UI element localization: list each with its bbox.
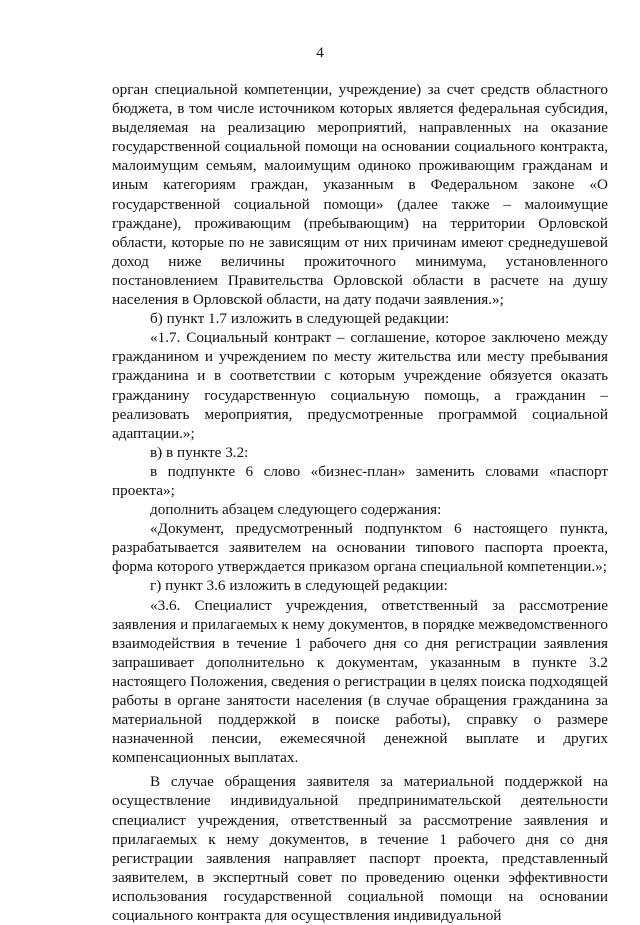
paragraph-add-clause: дополнить абзацем следующего содержания: bbox=[150, 501, 442, 519]
paragraph-business-case: В случае обращения заявителя за материальной поддержкой на осуществление индивидуальной предпринимательской деятельности специалист учреждения, ответственный за рассмотрение заявления и прилагаемых к нему документов, в течение 1 рабочего дня со дня регистрации заявления направляет паспорт проекта, представленный заявителем, в экспертный совет по проведению оценки эффективности использования государственной социальной помощи на основании социального контракта для осуществления индивидуальной bbox=[112, 773, 608, 925]
paragraph-subpoint-6: в подпункте 6 слово «бизнес-план» заменить словами «паспорт проекта»; bbox=[112, 462, 608, 499]
document-body bbox=[112, 80, 608, 925]
paragraph-item-g: г) пункт 3.6 изложить в следующей редакции: bbox=[150, 577, 448, 595]
paragraph-continuation: орган специальной компетенции, учреждение) за счет средств областного бюджета, в том числе источником которых является федеральная субсидия, выделяемая на реализацию мероприятий, направленных на оказание государственной социальной помощи на основании социального контракта, малоимущим семьям, малоимущим одиноко проживающим гражданам и иным категориям граждан, указанным в Федеральном законе «О государственной социальной помощи» (далее также – малоимущие граждане), проживающим (пребывающим) на территории Орловской области, которые по не зависящим от них причинам имеют среднедушевой доход ниже величины прожиточного минимума, установленного постановлением Правительства Орловской области в расчете на душу населения в Орловской области, на дату подачи заявления.»; bbox=[112, 81, 608, 309]
paragraph-document-quote: «Документ, предусмотренный подпунктом 6 настоящего пункта, разрабатывается заявителем на основании типового паспорта проекта, форма которого утверждается приказом органа специальной компетенции.»; bbox=[112, 520, 608, 576]
paragraph-point-1-7: «1.7. Социальный контракт – соглашение, которое заключено между гражданином и учреждением по месту жительства или месту пребывания гражданина и в соответствии с которым учреждение обязуется оказать гражданину государственную социальную помощь, а гражданин – реализовать мероприятия, предусмотренные программой социальной адаптации.»; bbox=[112, 329, 608, 442]
paragraph-point-3-6: «3.6. Специалист учреждения, ответственный за рассмотрение заявления и прилагаемых к нему документов, в порядке межведомственного взаимодействия в течение 1 рабочего дня со дня регистрации заявления запрашивает дополнительно к документам, указанным в пункте 3.2 настоящего Положения, сведения о регистрации в целях поиска подходящей работы в органе занятости населения (в случае обращения гражданина за материальной поддержкой в поиске работы), справку о размере назначенной пенсии, ежемесячной денежной выплате и других компенсационных выплатах. bbox=[112, 596, 608, 767]
page-number: 4 bbox=[316, 45, 324, 61]
paragraph-item-v: в) в пункте 3.2: bbox=[150, 443, 249, 461]
paragraph-item-b: б) пункт 1.7 изложить в следующей редакции: bbox=[150, 310, 450, 328]
